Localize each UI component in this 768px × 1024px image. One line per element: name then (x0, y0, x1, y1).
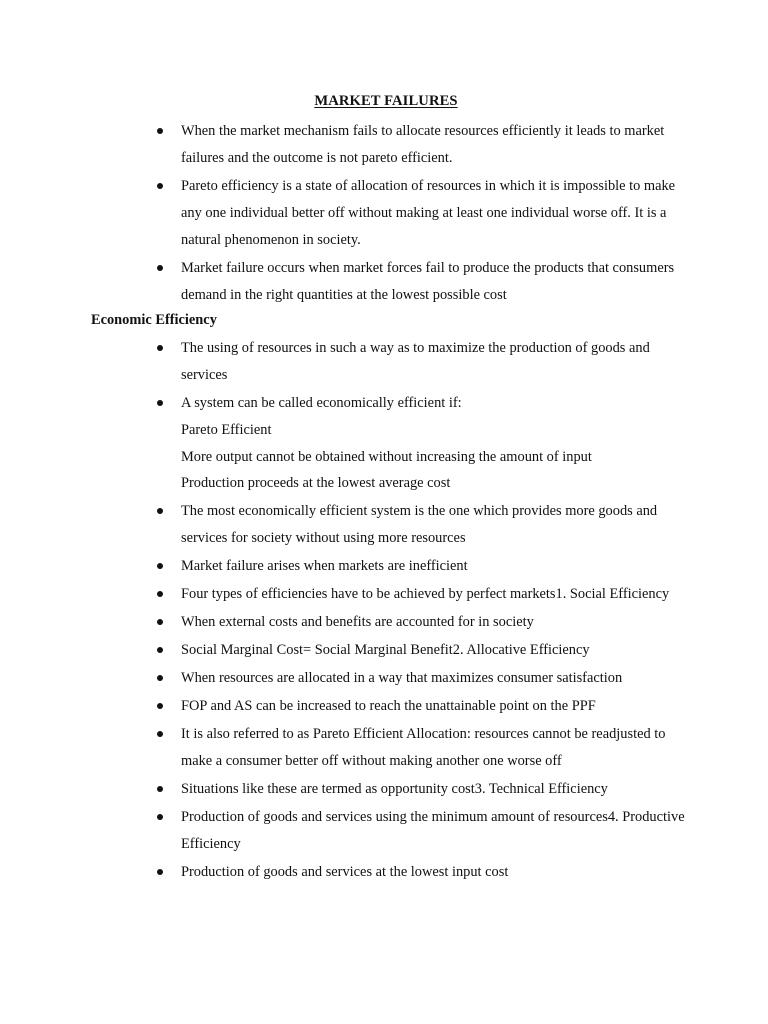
bullet-icon (157, 345, 163, 351)
bullet-icon (157, 675, 163, 681)
list-item (0, 721, 768, 775)
list-item-text: A system can be called economically efficient if: (181, 395, 462, 411)
list-item (0, 665, 768, 692)
bullet-icon (157, 619, 163, 625)
list-item (0, 693, 768, 720)
section-heading: Economic Efficiency (91, 312, 217, 328)
list-item (0, 335, 768, 389)
list-item-subline: Production proceeds at the lowest average cost (181, 475, 451, 491)
list-item-text: Production of goods and services at the lowest input cost (181, 863, 509, 880)
list-item-text: The using of resources in such a way as to maximize the production of goods and services (181, 340, 650, 383)
intro-bullet-list (0, 118, 768, 310)
bullet-icon (157, 183, 163, 189)
list-item (0, 804, 768, 858)
list-item-text: Social Marginal Cost= Social Marginal Benefit2. Allocative Efficiency (181, 641, 590, 658)
list-item-text: Pareto efficiency is a state of allocation of resources in which it is impossible to make any one individual better off without making at least one individual worse off. It is a natural phenomenon in society. (181, 178, 676, 248)
bullet-icon (157, 731, 163, 737)
bullet-icon (157, 591, 163, 597)
list-item (0, 553, 768, 580)
list-item-text: FOP and AS can be increased to reach the unattainable point on the PPF (181, 697, 596, 714)
bullet-icon (157, 563, 163, 569)
bullet-icon (157, 703, 163, 709)
list-item-subline: More output cannot be obtained without increasing the amount of input (181, 448, 592, 465)
bullet-icon (157, 400, 163, 406)
list-item (0, 498, 768, 552)
list-item-text: When external costs and benefits are accounted for in society (181, 613, 534, 630)
list-item-text: Production of goods and services using the minimum amount of resources4. Productive Efficiency (181, 808, 685, 852)
list-item (0, 173, 768, 254)
list-item-text: Market failure occurs when market forces fail to produce the products that consumers demand in the right quantities at the lowest possible cost (181, 260, 675, 303)
list-item (0, 637, 768, 664)
bullet-icon (157, 786, 163, 792)
bullet-icon (157, 508, 163, 514)
efficiency-bullet-list (0, 335, 768, 887)
list-item-text: When the market mechanism fails to allocate resources efficiently it leads to market failures and the outcome is not pareto efficient. (181, 123, 665, 166)
list-item (0, 859, 768, 886)
bullet-icon (157, 869, 163, 875)
list-item-text: Market failure arises when markets are inefficient (181, 557, 468, 574)
list-item (0, 581, 768, 608)
list-item-text: Four types of efficiencies have to be achieved by perfect markets1. Social Efficiency (181, 585, 670, 602)
page-title: MARKET FAILURES (314, 93, 458, 109)
list-item (0, 776, 768, 803)
list-item (0, 118, 768, 172)
list-item-text: Situations like these are termed as opportunity cost3. Technical Efficiency (181, 780, 608, 797)
list-item-subline: Pareto Efficient (181, 422, 272, 438)
list-item-text: When resources are allocated in a way that maximizes consumer satisfaction (181, 669, 623, 686)
bullet-icon (157, 647, 163, 653)
bullet-icon (157, 265, 163, 271)
list-item (0, 390, 768, 497)
bullet-icon (157, 814, 163, 820)
list-item-text: The most economically efficient system is the one which provides more goods and services for society without using more resources (181, 502, 658, 546)
list-item (0, 255, 768, 309)
list-item (0, 609, 768, 636)
list-item-text: It is also referred to as Pareto Efficient Allocation: resources cannot be readjusted to make a consumer better off without making another one worse off (181, 725, 666, 769)
bullet-icon (157, 128, 163, 134)
